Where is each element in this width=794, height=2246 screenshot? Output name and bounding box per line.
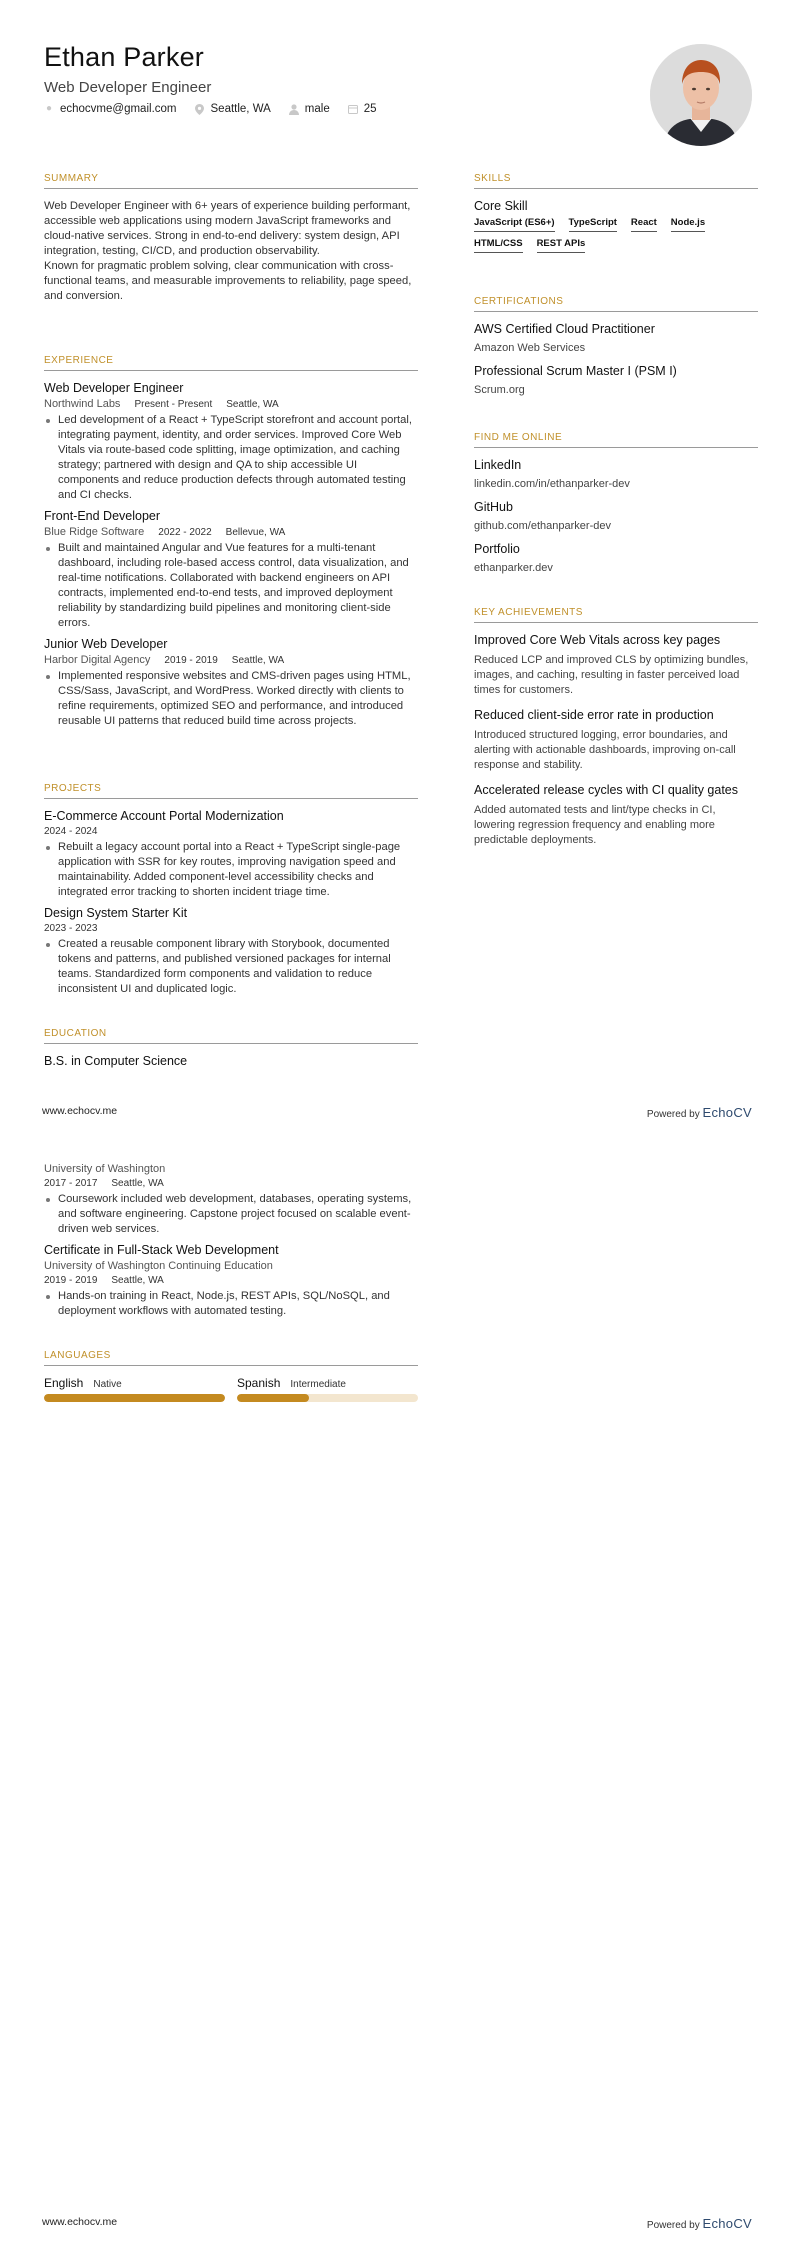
online-section: [474, 432, 758, 584]
language-bar-fill: [44, 1394, 225, 1402]
project-entry: [44, 809, 418, 900]
language-item: [44, 1376, 225, 1402]
gender-text: male: [304, 103, 330, 115]
bullet-dot: [46, 846, 50, 850]
edu-location: Seattle, WA: [111, 1275, 164, 1286]
person-icon: [289, 104, 299, 114]
bullet-text: Created a reusable component library with Storybook, documented tokens and patterns, and published versioned packages for internal teams. Standardized form components and validation to reduce inconsistent UI and duplicated logic.: [58, 938, 391, 995]
projects-heading: PROJECTS: [44, 783, 418, 799]
link-linkedin[interactable]: linkedin.com/in/ethanparker-dev: [474, 478, 630, 490]
online-label-portfolio: Portfolio: [474, 542, 520, 556]
skill-tag: HTML/CSS: [474, 238, 523, 253]
powered-by-text: Powered by: [646, 1109, 700, 1120]
contact-gender: [289, 103, 330, 115]
education-heading: EDUCATION: [44, 1028, 418, 1044]
job-location: Seattle, WA: [226, 399, 279, 410]
link-github[interactable]: github.com/ethanparker-dev: [474, 520, 611, 532]
languages-section: [44, 1350, 418, 1402]
skill-group-title: Core Skill: [474, 199, 528, 213]
cert-issuer: Amazon Web Services: [474, 342, 586, 354]
achievement-text: Reduced LCP and improved CLS by optimizing bundles, images, and caching, resulting in faster perceived load times for customers.: [474, 654, 749, 696]
school-name: University of Washington: [44, 1163, 166, 1175]
achievement-text: Added automated tests and lint/type checks in CI, lowering regression frequency and enabling more predictable deployments.: [474, 804, 716, 846]
bullet-text: Coursework included web development, databases, operating systems, and software engineering. Capstone project focused on scalable event-driven web services.: [58, 1193, 412, 1235]
projects-section: [44, 783, 418, 1003]
education-continued: [44, 1163, 418, 1325]
location-text: Seattle, WA: [210, 103, 271, 115]
project-meta: [44, 826, 418, 837]
skill-tag: REST APIs: [537, 238, 586, 253]
company-name: Blue Ridge Software: [44, 526, 145, 538]
language-bar: [237, 1394, 418, 1402]
summary-paragraph-2: Known for pragmatic problem solving, clear communication with cross-functional teams, and measurable improvements to reliability, page speed, and conversion.: [44, 260, 412, 302]
school-row: [44, 1163, 418, 1175]
job-dates: 2022 - 2022: [158, 527, 212, 538]
brand-logo: EchoCV: [702, 2216, 752, 2231]
cert-title: Professional Scrum Master I (PSM I): [474, 364, 677, 378]
language-bar: [44, 1394, 225, 1402]
job-title: Junior Web Developer: [44, 637, 168, 651]
language-level: Native: [93, 1379, 122, 1390]
project-title: Design System Starter Kit: [44, 906, 188, 920]
company-name: Northwind Labs: [44, 398, 121, 410]
footer-site-link[interactable]: www.echocv.me: [42, 2216, 118, 2228]
achievement-title: Reduced client-side error rate in production: [474, 708, 714, 722]
location-pin-icon: [195, 104, 205, 114]
job-title: Web Developer Engineer: [44, 381, 184, 395]
achievements-section: [474, 607, 758, 858]
project-meta: [44, 923, 418, 934]
summary-section: [44, 173, 418, 304]
school-row: [44, 1260, 418, 1272]
footer-site-link[interactable]: www.echocv.me: [42, 1105, 118, 1117]
powered-by-text: Powered by: [646, 2220, 700, 2231]
job-bullet: [44, 541, 418, 631]
bullet-dot: [46, 1295, 50, 1299]
job-bullet: [44, 669, 418, 729]
language-row: [237, 1376, 418, 1390]
certifications-section: [474, 296, 758, 406]
achievement-title: Improved Core Web Vitals across key pages: [474, 633, 721, 647]
language-name: Spanish: [237, 1376, 281, 1390]
language-row: [44, 1376, 225, 1390]
contact-row: [44, 103, 377, 115]
edu-dates: 2017 - 2017: [44, 1178, 98, 1189]
summary-paragraph-1: Web Developer Engineer with 6+ years of experience building performant, accessible web applications using modern JavaScript frameworks and cloud-native services. Strong in end-to-end delivery: system design, API integration, testing, CI/CD, and production observability.: [44, 200, 411, 257]
online-label-github: GitHub: [474, 500, 513, 514]
experience-heading: EXPERIENCE: [44, 355, 418, 371]
online-label-linkedin: LinkedIn: [474, 458, 522, 472]
job-bullet: [44, 413, 418, 503]
skill-tags: [474, 217, 758, 253]
education-section: [44, 1028, 418, 1071]
bullet-text: Built and maintained Angular and Vue features for a multi-tenant dashboard, including role-based access control, data visualization, and real-time notifications. Collaborated with backend engineers on API contracts, implemented end-to-end tests, and improved deployment reliability by standardizing build pipelines and monitoring client-side errors.: [58, 542, 409, 629]
achievement-text: Introduced structured logging, error boundaries, and alerting with actionable dashboards, improving on-call response and stability.: [474, 729, 736, 771]
bullet-dot: [46, 943, 50, 947]
project-bullet: [44, 840, 418, 900]
language-name: English: [44, 1376, 84, 1390]
certifications-heading: CERTIFICATIONS: [474, 296, 758, 312]
summary-heading: SUMMARY: [44, 173, 418, 189]
project-bullet: [44, 937, 418, 997]
page-footer: [0, 1105, 794, 1120]
degree-title: Certificate in Full-Stack Web Development: [44, 1243, 279, 1257]
project-entry: [44, 906, 418, 997]
experience-entry: [44, 637, 418, 729]
skill-tag: TypeScript: [569, 217, 617, 232]
edu-bullet: [44, 1289, 418, 1319]
job-meta: [44, 398, 418, 410]
job-location: Seattle, WA: [231, 655, 285, 666]
bullet-text: Implemented responsive websites and CMS-driven pages using HTML, CSS/Sass, JavaScript, and WordPress. Worked directly with clients to refine requirements, optimized SEO and performance, and introduced reusable UI patterns that reduced build time across projects.: [58, 670, 411, 727]
email-icon: ●: [45, 103, 53, 114]
edu-meta: [44, 1275, 418, 1286]
cert-title: AWS Certified Cloud Practitioner: [474, 322, 655, 336]
company-name: Harbor Digital Agency: [44, 654, 151, 666]
language-level: Intermediate: [290, 1379, 346, 1390]
job-meta: [44, 526, 418, 538]
calendar-icon: [348, 104, 358, 114]
edu-location: Seattle, WA: [111, 1178, 164, 1189]
page-footer: [0, 2216, 794, 2231]
school-name: University of Washington Continuing Education: [44, 1260, 273, 1272]
edu-dates: 2019 - 2019: [44, 1275, 98, 1286]
age-text: 25: [363, 103, 377, 115]
online-heading: FIND ME ONLINE: [474, 432, 758, 448]
bullet-dot: [46, 547, 50, 551]
footer-brand: [647, 1105, 752, 1120]
link-portfolio[interactable]: ethanparker.dev: [474, 562, 553, 574]
bullet-text: Led development of a React + TypeScript storefront and account portal, integrating payment, identity, and order services. Improved Core Web Vitals via route-based code splitting, image optimization, and caching strategy; partnered with design and QA to ship accessible UI components and reduce production defects through automated testing and CI checks.: [58, 414, 412, 501]
profile-photo: [650, 44, 752, 146]
bullet-dot: [46, 1198, 50, 1202]
bullet-dot: [46, 675, 50, 679]
bullet-text: Rebuilt a legacy account portal into a React + TypeScript single-page application with SSR for key routes, improving navigation speed and maintainability. Added component-level accessibility checks and integrated error tracking to shorten incident triage time.: [58, 841, 401, 898]
languages-heading: LANGUAGES: [44, 1350, 418, 1366]
project-dates: 2023 - 2023: [44, 923, 98, 934]
contact-age: [348, 103, 377, 115]
job-title: Front-End Developer: [44, 509, 161, 523]
edu-meta: [44, 1178, 418, 1189]
job-dates: Present - Present: [134, 399, 213, 410]
skill-tag: JavaScript (ES6+): [474, 217, 555, 232]
skills-section: [474, 173, 758, 253]
job-meta: [44, 654, 418, 666]
resume-page-2: [0, 1123, 794, 2246]
language-item: [237, 1376, 418, 1402]
bullet-text: Hands-on training in React, Node.js, REST APIs, SQL/NoSQL, and deployment workflows with automated testing.: [58, 1290, 390, 1317]
project-dates: 2024 - 2024: [44, 826, 98, 837]
cert-issuer: Scrum.org: [474, 384, 525, 396]
edu-bullet: [44, 1192, 418, 1237]
experience-entry: [44, 509, 418, 631]
bullet-dot: [46, 419, 50, 423]
email-text: echocvme@gmail.com: [60, 103, 177, 115]
job-dates: 2019 - 2019: [164, 655, 218, 666]
skills-heading: SKILLS: [474, 173, 758, 189]
contact-email[interactable]: [44, 103, 177, 115]
achievement-title: Accelerated release cycles with CI quality gates: [474, 783, 739, 797]
candidate-name: Ethan Parker: [44, 42, 204, 72]
achievements-heading: KEY ACHIEVEMENTS: [474, 607, 758, 623]
job-location: Bellevue, WA: [225, 527, 286, 538]
project-title: E-Commerce Account Portal Modernization: [44, 809, 284, 823]
skill-tag: React: [631, 217, 657, 232]
candidate-title: Web Developer Engineer: [44, 79, 212, 96]
language-bar-fill: [237, 1394, 309, 1402]
experience-entry: [44, 381, 418, 503]
footer-brand: [647, 2216, 752, 2231]
experience-section: [44, 355, 418, 735]
contact-location: [195, 103, 271, 115]
degree-title: B.S. in Computer Science: [44, 1054, 188, 1068]
skill-tag: Node.js: [671, 217, 705, 232]
language-list: [44, 1376, 418, 1402]
brand-logo: EchoCV: [702, 1105, 752, 1120]
